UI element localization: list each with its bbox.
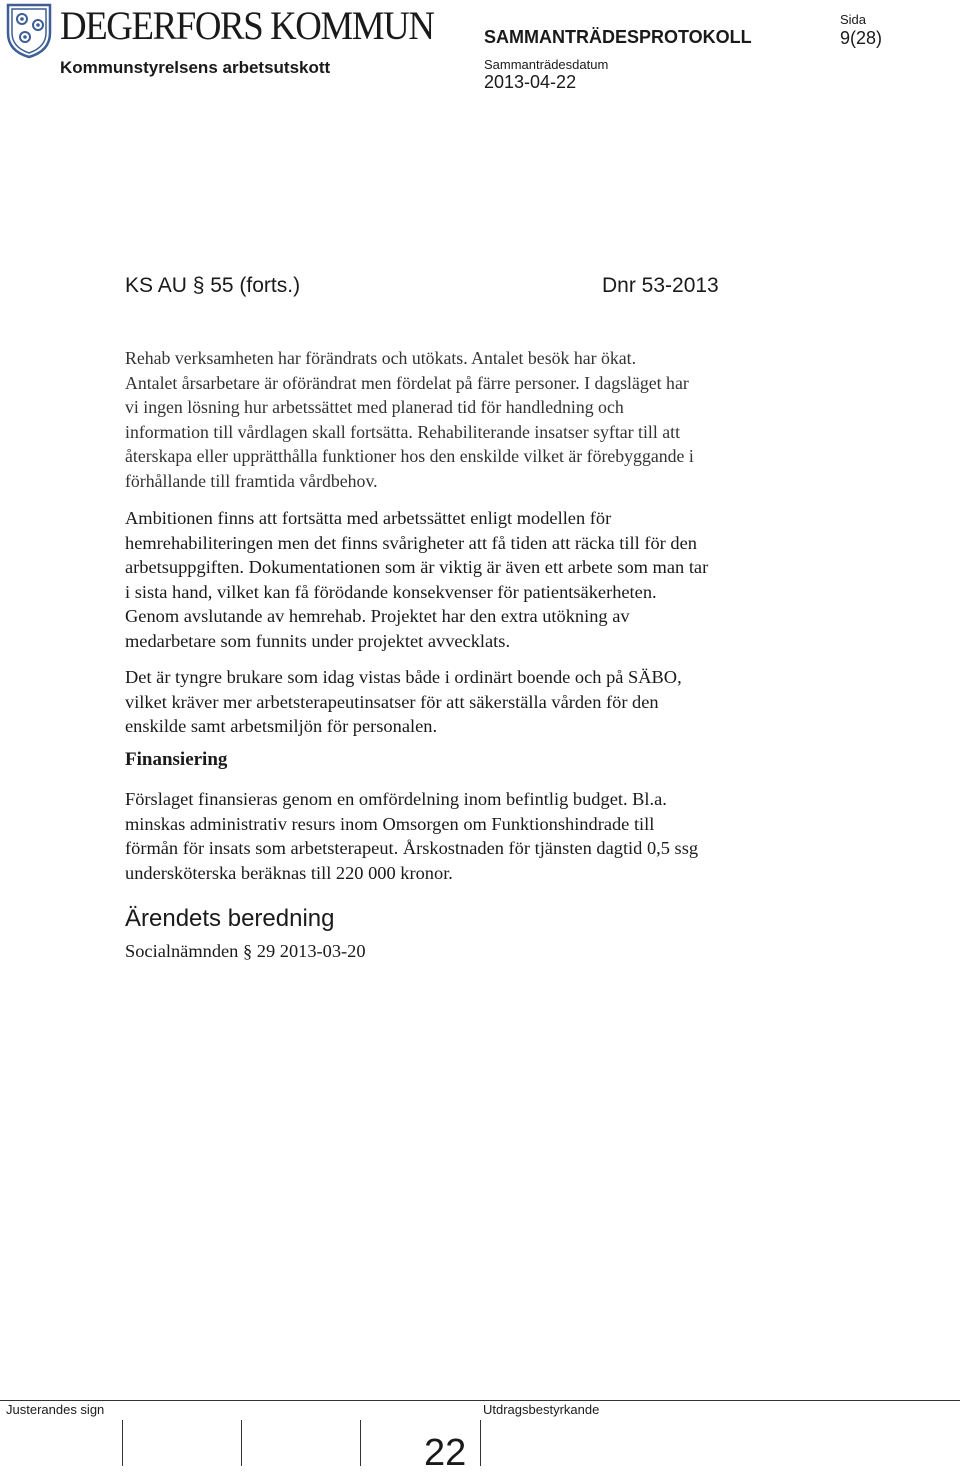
meeting-date-label: Sammanträdesdatum <box>484 57 609 72</box>
text-line: vi ingen lösning hur arbetssättet med planerad tid för handledning och <box>125 397 624 417</box>
case-dnr: Dnr 53-2013 <box>602 274 719 297</box>
text-line: Rehab verksamheten har förändrats och utökats. Antalet besök har ökat. <box>125 348 637 368</box>
text-line: Antalet årsarbetare är oförändrat men fördelat på färre personer. I dagsläget har <box>125 372 689 393</box>
paragraph-financing <box>125 787 825 885</box>
signature-box-divider <box>122 1420 123 1466</box>
page-label: Sida <box>840 12 867 27</box>
text-line: information till vårdlagen skall fortsätta. Rehabiliterande insatser syftar till att <box>125 421 681 442</box>
financing-heading: Finansiering <box>125 749 228 770</box>
text-line: Det är tyngre brukare som idag vistas både i ordinärt boende och på SÄBO, <box>125 667 682 687</box>
signature-box-divider <box>480 1420 481 1466</box>
text-line: Genom avslutande av hemrehab. Projektet har den extra utökning av <box>125 606 630 626</box>
text-line: förmån för insats som arbetsterapeut. Årskostnaden för tjänsten dagtid 0,5 ssg <box>125 838 699 858</box>
document-type: SAMMANTRÄDESPROTOKOLL <box>484 27 752 47</box>
text-line: förhållande till framtida vårdbehov. <box>125 470 378 491</box>
footer-divider <box>0 1400 960 1401</box>
municipal-coat-of-arms-icon <box>6 3 52 59</box>
preparation-reference: Socialnämnden § 29 2013-03-20 <box>125 941 366 961</box>
text-line: medarbetare som funnits under projektet avvecklats. <box>125 630 511 651</box>
text-line: Förslaget finansieras genom en omfördelning inom befintlig budget. Bl.a. <box>125 789 667 809</box>
text-line: i sista hand, vilket kan få förödande konsekvenser för patientsäkerheten. <box>125 581 657 602</box>
organization-name: DEGERFORS KOMMUN <box>60 3 434 48</box>
paragraph-rehab <box>125 346 825 493</box>
text-line: hemrehabiliteringen men det finns svårigheter att få tiden att räcka till för den <box>125 532 697 553</box>
signature-box-divider <box>360 1420 361 1466</box>
case-id: KS AU § 55 (forts.) <box>125 274 301 297</box>
text-line: Ambitionen finns att fortsätta med arbetssättet enligt modellen för <box>125 508 612 528</box>
text-line: arbetsuppgiften. Dokumentationen som är viktig är även ett arbete som man tar <box>125 557 709 577</box>
committee-name: Kommunstyrelsens arbetsutskott <box>60 58 331 77</box>
text-line: vilket kräver mer arbetsterapeutinsatser för att säkerställa vården för den <box>125 691 659 712</box>
certification-label: Utdragsbestyrkande <box>483 1402 600 1417</box>
paragraph-ambition <box>125 506 825 653</box>
paragraph-users <box>125 665 825 739</box>
text-line: minskas administrativ resurs inom Omsorgen om Funktionshindrade till <box>125 813 655 834</box>
text-line: undersköterska beräknas till 220 000 kronor. <box>125 862 453 883</box>
text-line: återskapa eller upprätthålla funktioner hos den enskilde vilket är förebyggande i <box>125 446 694 466</box>
signature-box-divider <box>241 1420 242 1466</box>
preparation-heading: Ärendets beredning <box>125 905 335 932</box>
meeting-date: 2013-04-22 <box>484 72 577 92</box>
footer-page-number: 22 <box>424 1432 467 1474</box>
text-line: enskilde samt arbetsmiljön för personalen. <box>125 716 438 736</box>
adjuster-signature-label: Justerandes sign <box>6 1402 105 1417</box>
page-number: 9(28) <box>840 28 883 48</box>
